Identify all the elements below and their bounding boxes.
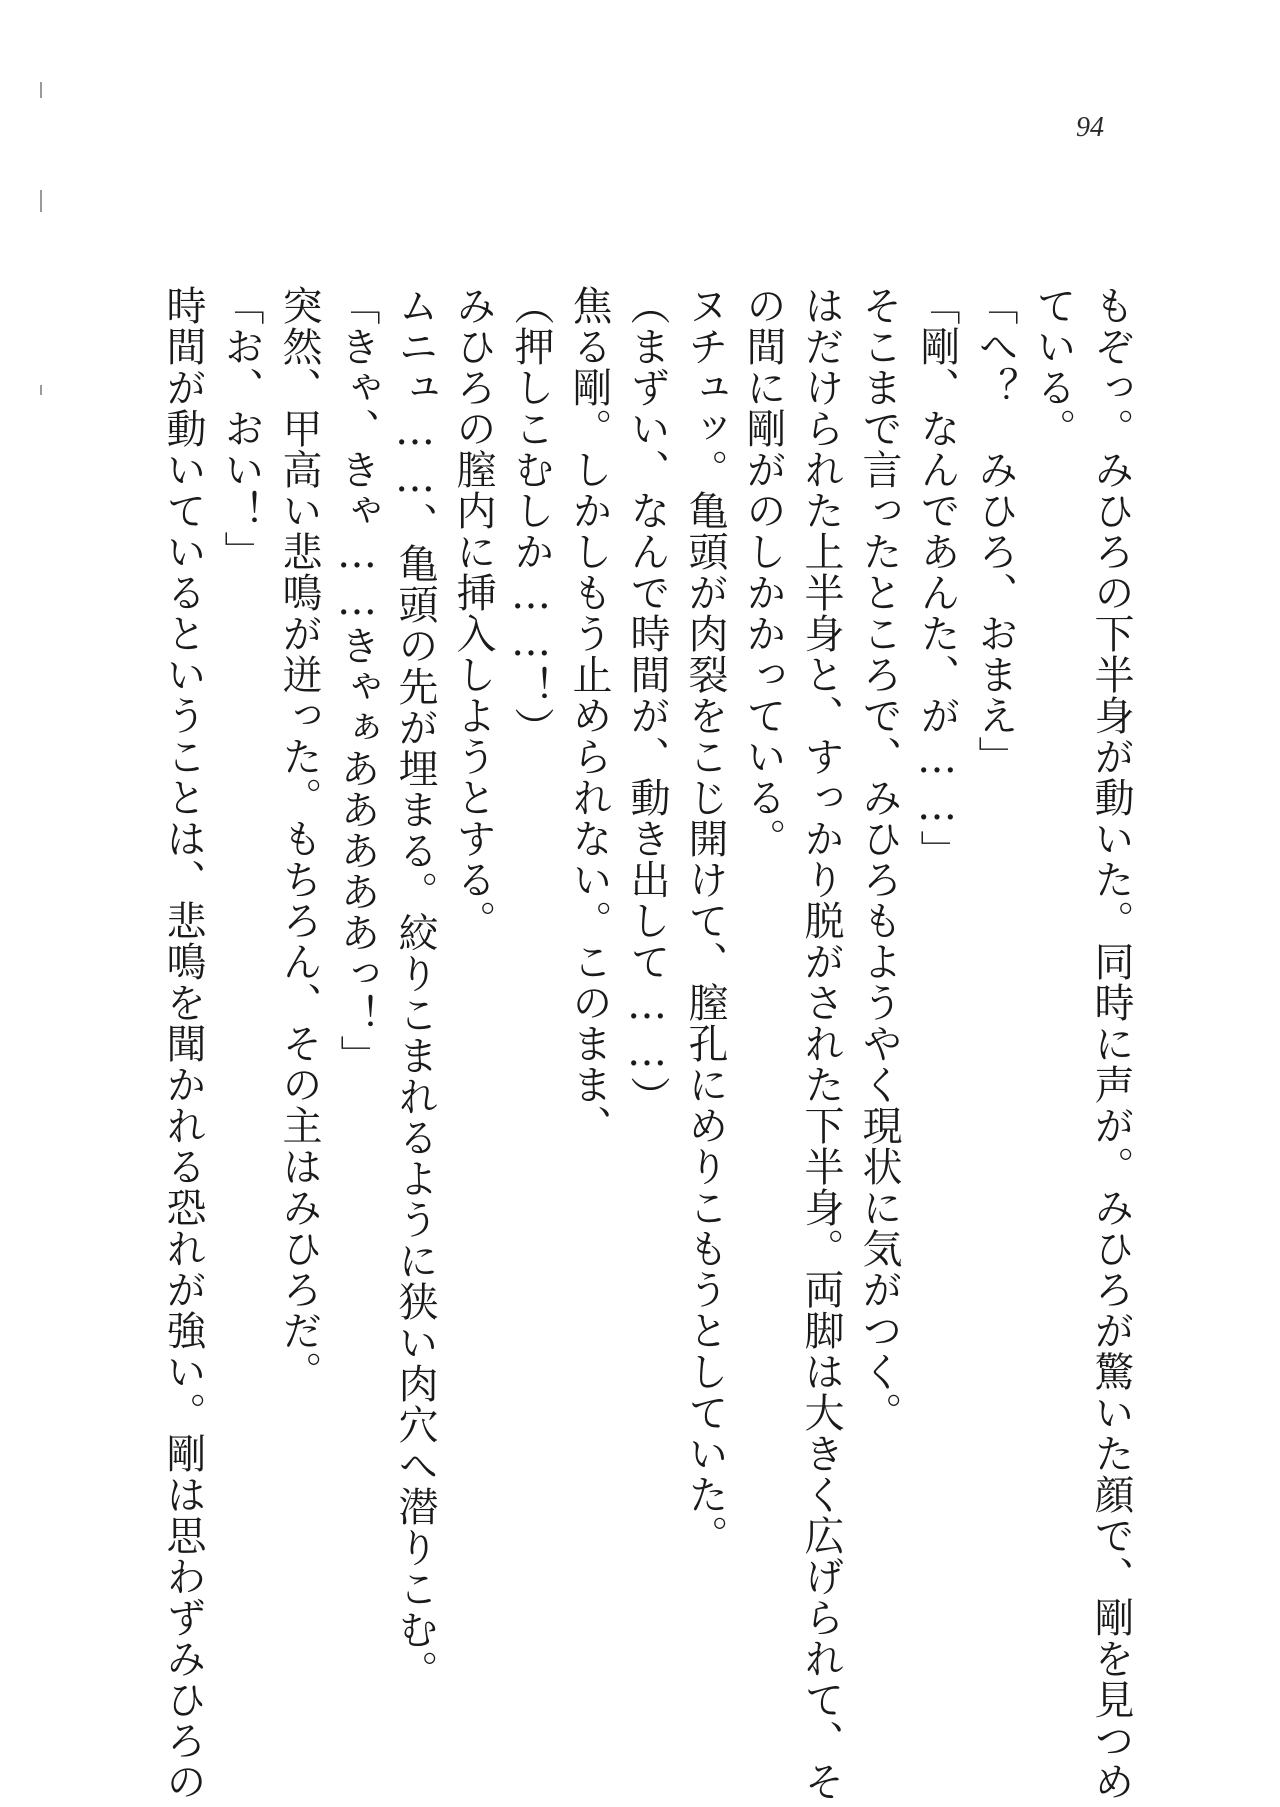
text-line: 突然、甲高い悲鳴が迸った。もちろん、その主はみひろだ。 (276, 285, 322, 1392)
text-line: の間に剛がのしかかっている。 (740, 285, 786, 859)
text-line: （押しこむしか……！） (508, 285, 554, 748)
text-line: （まずい、なんで時間が、動き出して……） (624, 285, 670, 1117)
text-line: 「へ？ みひろ、おまえ」 (972, 285, 1018, 777)
text-line: 「剛、なんであんた、が……」 (914, 285, 960, 871)
text-line: 「お、おい！」 (218, 285, 264, 572)
text-line: ムニュ……、亀頭の先が埋まる。絞りこまれるように狭い肉穴へ潜りこむ。 (392, 285, 438, 1691)
text-line: ている。 (1030, 285, 1076, 449)
margin-mark (40, 385, 42, 395)
text-line: はだけられた上半身と、すっかり脱がされた下半身。両脚は大きく広げられて、そ (798, 285, 844, 1802)
text-line: 時間が動いているということは、悲鳴を聞かれる恐れが強い。剛は思わずみひろの (160, 285, 206, 1802)
margin-mark (40, 82, 42, 98)
text-line: もぞっ。みひろの下半身が動いた。同時に声が。みひろが驚いた顔で、剛を見つめ (1088, 285, 1134, 1802)
page-number: 94 (1076, 112, 1104, 143)
text-line: 「きゃ、きゃ……きゃぁあああああっ！」 (334, 285, 380, 1076)
text-line: ヌチュッ。亀頭が肉裂をこじ開けて、膣孔にめりこもうとしていた。 (682, 285, 728, 1556)
text-line: そこまで言ったところで、みひろもようやく現状に気がつく。 (856, 285, 902, 1433)
vertical-body-text (160, 285, 1140, 1802)
margin-mark (40, 190, 42, 212)
text-line: みひろの膣内に挿入しようとする。 (450, 285, 496, 941)
text-line: 焦る剛。しかしもう止められない。このまま、 (566, 285, 612, 1146)
